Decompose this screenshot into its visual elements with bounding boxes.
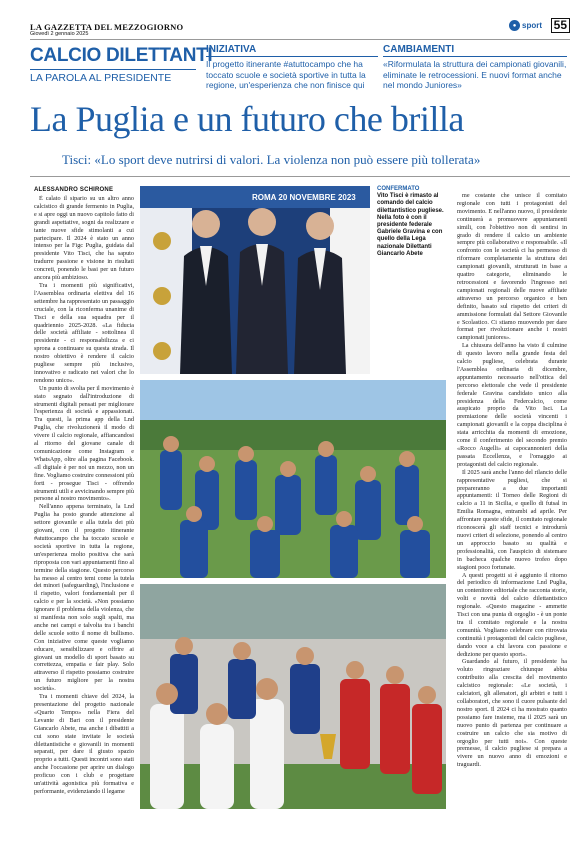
article-column-1 <box>34 195 134 795</box>
box-kicker: INIZIATIVA <box>206 44 378 57</box>
ball-icon: ● <box>509 20 520 31</box>
photo-caption <box>377 186 449 258</box>
photo-officials <box>140 186 370 374</box>
divider <box>30 176 570 177</box>
paragraph: A questi progetti si è aggiunto il ritorno del periodico di informazione Lnd Puglia, un contenitore editoriale che racconta storie, volti e novità del calcio dilettantistico regionale. «Questo magazine - ammette Tisci con una punta di orgoglio - è un ponte tra il comitato regionale e la nostra comunità. Vogliamo celebrare con ritrovata continuità i protagonisti del calcio pugliese, dando voce a chi lavora con passione e dedizione per questo sport». <box>457 571 567 658</box>
article-headline: La Puglia e un futuro che brilla <box>30 99 464 139</box>
page-number: 55 <box>551 18 570 33</box>
caption-text: Vito Tisci è rimasto al comando del calcio dilettantistico pugliese. Nella foto è con il presidente federale Gabriele Gravina e con quello della Lega nazionale Dilettanti Giancarlo Abete <box>377 193 444 257</box>
article-column-2 <box>457 192 567 795</box>
photo-team-trophy <box>140 584 446 809</box>
sidebar-box-changes <box>383 44 567 91</box>
box-kicker: CAMBIAMENTI <box>383 44 567 57</box>
paragraph: Tra i momenti più significativi, l'Assemblea ordinaria elettiva del 16 settembre ha rappresentato un passaggio cruciale, con la riconferma unanime di Tisci e della sua squadra per il quadriennio 2025-2028. «La fiducia delle società affiliate - sottolinea il presidente - ci responsabilizza e ci sprona a continuare su questa strada. Il nostro obiettivo è rendere il calcio pugliese sempre più inclusivo, innovativo e radicato nei valori che lo rendono unico». <box>34 281 134 384</box>
byline: ALESSANDRO SCHIRONE <box>34 187 114 193</box>
caption-title: CONFERMATO <box>377 186 420 192</box>
section-subtitle: LA PAROLA AL PRESIDENTE <box>30 69 196 84</box>
event-banner-text: ROMA 20 NOVEMBRE 2023 <box>252 193 356 202</box>
issue-date: Giovedì 2 gennaio 2025 <box>30 31 89 37</box>
paragraph: Un punto di svolta per il movimento è stato segnato dall'introduzione di strumenti digitali pensati per migliorare l'esperienza di società e appassionati. Tra questi, la prima app della Lnd Puglia, che rivoluzionerà il modo di vivere il calcio regionale, affiancandosi al ritorno del giovane canale di comunicazione come Instagram e WhatsApp, oltre alla pagina Facebook. «Il digitale è per noi un mezzo, non un fine. Vogliamo costruire connessioni più forti - prosegue Tisci - offrendo strumenti utili e avvicinando sempre più persone al nostro movimento». <box>34 384 134 503</box>
box-text: Il progetto itinerante #atuttocampo che ha toccato scuole e società sportive in tutta la regione, un'esperienza che non finisce qui <box>206 59 366 90</box>
paragraph: È calato il sipario su un altro anno calcistico di grande fermento in Puglia, e si apre oggi un nuovo capitolo fatto di grandi aspettative, sogni da realizzare e tante nuove sfide stimolanti a cui partecipare. Il 2024 è stato un anno intenso per la Figc Puglia, guidata dal presidente Vito Tisci, che ha saputo tradurre passione e visione in risultati concreti, ponendo le basi per un futuro ancora più ambizioso. <box>34 195 134 282</box>
newspaper-name: LA GAZZETTA DEL MEZZOGIORNO <box>30 22 184 32</box>
sport-section-logo <box>509 20 542 31</box>
paragraph: Nell'anno appena terminato, la Lnd Puglia ha posto grande attenzione al settore giovanile e alla tutela dei più giovani, con il progetto itinerante #atuttocampo che ha toccato scuole e società sportive in tutta la regione, un'esperienza molto positiva che sarà riproposta con vari appuntamenti fino al termine della stagione. Questo percorso ha messo al centro temi come la tutela dei minori (safeguarding), l'inclusione e il rispetto, valori fondamentali per il calcio e per la società. «Non possiamo ignorare il problema della violenza, che si manifesta non solo sugli spalti, ma anche nei campi e talvolta tra i banchi delle scuole sotto il nome di bullismo. Con iniziative come queste vogliamo educare, sensibilizzare e offrire ai giovani un modello di sport basato su correttezza, empatia e fair play. Solo attraverso il rispetto possiamo costruire un futuro migliore per la nostra società». <box>34 503 134 693</box>
paragraph: Tra i momenti chiave del 2024, la presentazione del progetto nazionale «Quarto Tempo» nella Fiera del Levante di Bari con il presidente Giancarlo Abete, ma anche i dibattiti a cui sono state invitate le società dilettantistiche e giovanili in momenti separati, per dare il giusto spazio proprio a tutti. Questi incontri sono stati anche l'occasione per aprire un dialogo proficuo con i club e progettare un'attività agonistica più formativa e performante, evidenziando il legame <box>34 693 134 795</box>
paragraph: Guardando al futuro, il presidente ha voluto ringraziare chiunque abbia contribuito alla crescita del movimento calcistico regionale: «Le società, i calciatori, gli allenatori, gli arbitri e tutti i collaboratori, che sono il cuore pulsante del nostro sport. Il 2024 ci ha mostrato quanto possiamo fare insieme, ma il 2025 sarà un nuovo punto di partenza per continuare a costruire un calcio che sia motivo di orgoglio per tutti noi». Con queste premesse, il calcio pugliese si prepara a vivere un nuovo anno di emozioni e traguardi. <box>457 658 567 769</box>
masthead <box>30 18 570 40</box>
article-subheadline: Tisci: «Lo sport deve nutrirsi di valori. La violenza non può essere più tollerata» <box>62 152 481 167</box>
box-text: «Riformulata la struttura dei campionati giovanili, eliminate le retrocessioni. E nuovi format anche nel mondo Juniores» <box>383 59 567 90</box>
section-header <box>30 45 213 84</box>
paragraph: me costante che unisce il comitato regionale con tutti i protagonisti del movimento. E nell'anno nuovo, il presidente continuerà a promuovere appuntamenti simili, con l'obiettivo non di sentirsi in grado di rendere il calcio un ambiente sempre più collaborativo e responsabile. «Il confronto con le società ci ha permesso di riformare completamente la struttura dei campionati giovanili, strutturati in base a quattro categorie, eliminando le retrocessioni e favorendo l'ingresso nei campionati regionali delle nuove affiliate attraverso un percorso organico e ben definito, basato sul rispetto dei criteri di ammissione formulati dal Settore Giovanile e Scolastico. Ci stiamo muovendo per dare format per rivoluzionare anche i nostri campionati juniores». <box>457 192 567 342</box>
photo-team-blue <box>140 380 446 578</box>
paragraph: La chiusura dell'anno ha visto il culmine di questo lavoro nella grande festa del calcio pugliese, celebrata durante l'Assemblea ordinaria di dicembre, appuntamento necessario nell'ottica del percorso elettorale che vede il presidente federale Gravina candidato unico alla presidenza della Federcalcio, come auspicato proprio da Vito Isci. La premiazione delle società vincenti i campionati giovanili e la coppa disciplina è stata arricchita da momenti di emozione, come il conferimento del secondo premio «Rocco Augelli» ai capocannonieri della passata Eccellenza, e l'omaggio ai protagonisti del calcio regionale. <box>457 342 567 468</box>
sidebar-box-initiative <box>206 44 378 91</box>
sport-label: sport <box>522 21 542 30</box>
paragraph: Il 2025 sarà anche l'anno del rilancio delle rappresentative pugliesi, che si prepareranno a due importanti appuntamenti: il Torneo delle Regioni di calcio a 11 in Sicilia, e quello di futsal in Emilia Romagna, entrambi ad aprile. Per affrontare queste sfide, il comitato regionale riconoscerà gli staff tecnici e introdurrà nuovi criteri di selezione, ponendo al centro un approccio basato su qualità e professionalità, con l'auspicio di sistemare in bacheca qualche nuovo trofeo dopo stagioni poco fortunate. <box>457 468 567 571</box>
section-title: CALCIO DILETTANTI <box>30 45 213 66</box>
